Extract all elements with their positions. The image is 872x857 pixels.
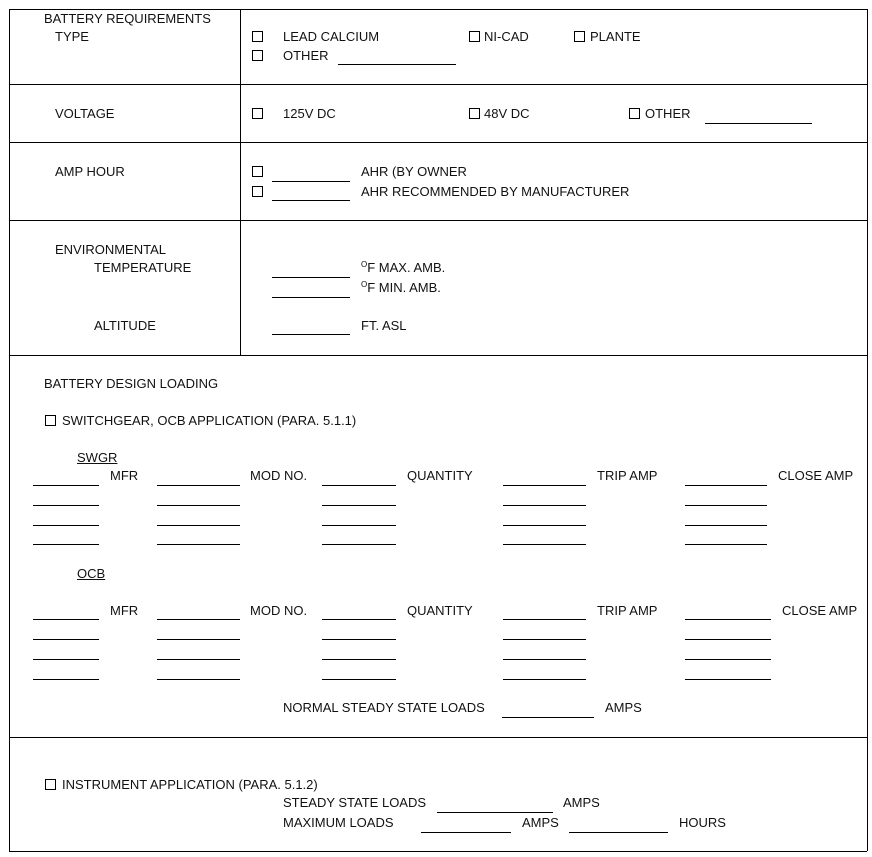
type-other-checkbox[interactable] <box>252 50 263 61</box>
form-left-border <box>9 9 10 851</box>
ahr-owner-label: AHR (BY OWNER <box>361 164 467 179</box>
degree-symbol: O <box>361 260 368 269</box>
swgr-entry-field[interactable] <box>503 485 586 486</box>
swgr-entry-field[interactable] <box>503 544 586 545</box>
ocb-entry-field[interactable] <box>157 619 240 620</box>
ocb-entry-field[interactable] <box>157 659 240 660</box>
swgr-entry-field[interactable] <box>685 544 767 545</box>
swgr-entry-field[interactable] <box>157 485 240 486</box>
ahr-manufacturer-checkbox[interactable] <box>252 186 263 197</box>
ahr-manufacturer-label: AHR RECOMMENDED BY MANUFACTURER <box>361 184 630 199</box>
plante-label: PLANTE <box>590 29 641 44</box>
swgr-entry-field[interactable] <box>157 505 240 506</box>
max-temp-field[interactable] <box>272 277 350 278</box>
ocb-heading: OCB <box>77 566 106 581</box>
swgr-entry-field[interactable] <box>33 525 99 526</box>
ocb-entry-field[interactable] <box>33 679 99 680</box>
instrument-app-checkbox[interactable] <box>45 779 56 790</box>
swgr-entry-field[interactable] <box>322 544 396 545</box>
type-other-field[interactable] <box>338 64 456 65</box>
ocb-entry-field[interactable] <box>503 619 586 620</box>
steady-state-label: STEADY STATE LOADS <box>283 795 427 810</box>
ocb-entry-field[interactable] <box>157 639 240 640</box>
hours-label: HOURS <box>679 815 726 830</box>
altitude-label: ALTITUDE <box>94 318 156 333</box>
ahr-owner-field[interactable] <box>272 181 350 182</box>
swgr-mfr-label: MFR <box>110 468 139 483</box>
degree-symbol: O <box>361 280 368 289</box>
normal-loads-amps: AMPS <box>605 700 642 715</box>
ocb-entry-field[interactable] <box>322 619 396 620</box>
ocb-entry-field[interactable] <box>157 679 240 680</box>
min-amb-label <box>361 280 441 295</box>
ocb-quantity-label: QUANTITY <box>407 603 473 618</box>
row-divider <box>9 142 867 143</box>
ocb-entry-field[interactable] <box>685 639 771 640</box>
maximum-loads-field[interactable] <box>421 832 511 833</box>
swgr-entry-field[interactable] <box>157 544 240 545</box>
type-label: TYPE <box>55 29 89 44</box>
ocb-entry-field[interactable] <box>33 619 99 620</box>
swgr-quantity-label: QUANTITY <box>407 468 473 483</box>
hours-field[interactable] <box>569 832 668 833</box>
swgr-entry-field[interactable] <box>157 525 240 526</box>
temperature-label: TEMPERATURE <box>94 260 192 275</box>
voltage-label: VOLTAGE <box>55 106 115 121</box>
ocb-mfr-label: MFR <box>110 603 139 618</box>
ocb-trip-amp-label: TRIP AMP <box>597 603 658 618</box>
altitude-field[interactable] <box>272 334 350 335</box>
swgr-entry-field[interactable] <box>322 505 396 506</box>
ocb-entry-field[interactable] <box>503 679 586 680</box>
environmental-label: ENVIRONMENTAL <box>55 242 166 257</box>
swgr-entry-field[interactable] <box>503 505 586 506</box>
amp-hour-label: AMP HOUR <box>55 164 125 179</box>
ocb-entry-field[interactable] <box>322 679 396 680</box>
row-divider <box>9 355 867 356</box>
voltage-48-label: 48V DC <box>484 106 530 121</box>
voltage-125-checkbox[interactable] <box>252 108 263 119</box>
normal-loads-field[interactable] <box>502 717 594 718</box>
row-divider <box>9 220 867 221</box>
swgr-entry-field[interactable] <box>322 525 396 526</box>
steady-state-amps: AMPS <box>563 795 600 810</box>
max-amb-text: F MAX. AMB. <box>367 260 446 275</box>
min-temp-field[interactable] <box>272 297 350 298</box>
swgr-entry-field[interactable] <box>685 505 767 506</box>
battery-requirements-title: BATTERY REQUIREMENTS <box>44 11 211 26</box>
ocb-entry-field[interactable] <box>322 639 396 640</box>
voltage-48-checkbox[interactable] <box>469 108 480 119</box>
swgr-entry-field[interactable] <box>685 485 767 486</box>
voltage-other-label: OTHER <box>645 106 691 121</box>
swgr-entry-field[interactable] <box>33 505 99 506</box>
ocb-entry-field[interactable] <box>685 679 771 680</box>
row-divider <box>9 84 867 85</box>
swgr-close-amp-label: CLOSE AMP <box>778 468 854 483</box>
plante-checkbox[interactable] <box>574 31 585 42</box>
normal-loads-label: NORMAL STEADY STATE LOADS <box>283 700 485 715</box>
switchgear-app-label: SWITCHGEAR, OCB APPLICATION (PARA. 5.1.1) <box>62 413 357 428</box>
ocb-mod-no-label: MOD NO. <box>250 603 308 618</box>
voltage-other-field[interactable] <box>705 123 812 124</box>
swgr-entry-field[interactable] <box>685 525 767 526</box>
voltage-125-label: 125V DC <box>283 106 336 121</box>
lead-calcium-checkbox[interactable] <box>252 31 263 42</box>
maximum-loads-amps: AMPS <box>522 815 559 830</box>
maximum-loads-label: MAXIMUM LOADS <box>283 815 394 830</box>
ocb-entry-field[interactable] <box>503 659 586 660</box>
altitude-unit: FT. ASL <box>361 318 407 333</box>
switchgear-app-checkbox[interactable] <box>45 415 56 426</box>
swgr-heading: SWGR <box>77 450 118 465</box>
form-top-border <box>9 9 867 10</box>
steady-state-field[interactable] <box>437 812 553 813</box>
ocb-entry-field[interactable] <box>322 659 396 660</box>
design-loading-title: BATTERY DESIGN LOADING <box>44 376 219 391</box>
column-divider <box>240 9 241 355</box>
form-right-border <box>867 9 868 851</box>
swgr-entry-field[interactable] <box>33 544 99 545</box>
swgr-entry-field[interactable] <box>322 485 396 486</box>
form-bottom-border <box>9 851 867 852</box>
swgr-mod-no-label: MOD NO. <box>250 468 308 483</box>
row-divider <box>9 737 867 738</box>
max-amb-label <box>361 260 445 275</box>
swgr-entry-field[interactable] <box>33 485 99 486</box>
type-other-label: OTHER <box>283 48 329 63</box>
ocb-entry-field[interactable] <box>685 659 771 660</box>
swgr-trip-amp-label: TRIP AMP <box>597 468 658 483</box>
ocb-entry-field[interactable] <box>503 639 586 640</box>
ni-cad-checkbox[interactable] <box>469 31 480 42</box>
voltage-other-checkbox[interactable] <box>629 108 640 119</box>
ahr-owner-checkbox[interactable] <box>252 166 263 177</box>
instrument-app-label: INSTRUMENT APPLICATION (PARA. 5.1.2) <box>62 777 318 792</box>
min-amb-text: F MIN. AMB. <box>367 280 441 295</box>
swgr-entry-field[interactable] <box>503 525 586 526</box>
lead-calcium-label: LEAD CALCIUM <box>283 29 380 44</box>
ni-cad-label: NI-CAD <box>484 29 529 44</box>
ocb-entry-field[interactable] <box>685 619 771 620</box>
ocb-entry-field[interactable] <box>33 639 99 640</box>
ocb-entry-field[interactable] <box>33 659 99 660</box>
ocb-close-amp-label: CLOSE AMP <box>782 603 858 618</box>
ahr-manufacturer-field[interactable] <box>272 200 350 201</box>
